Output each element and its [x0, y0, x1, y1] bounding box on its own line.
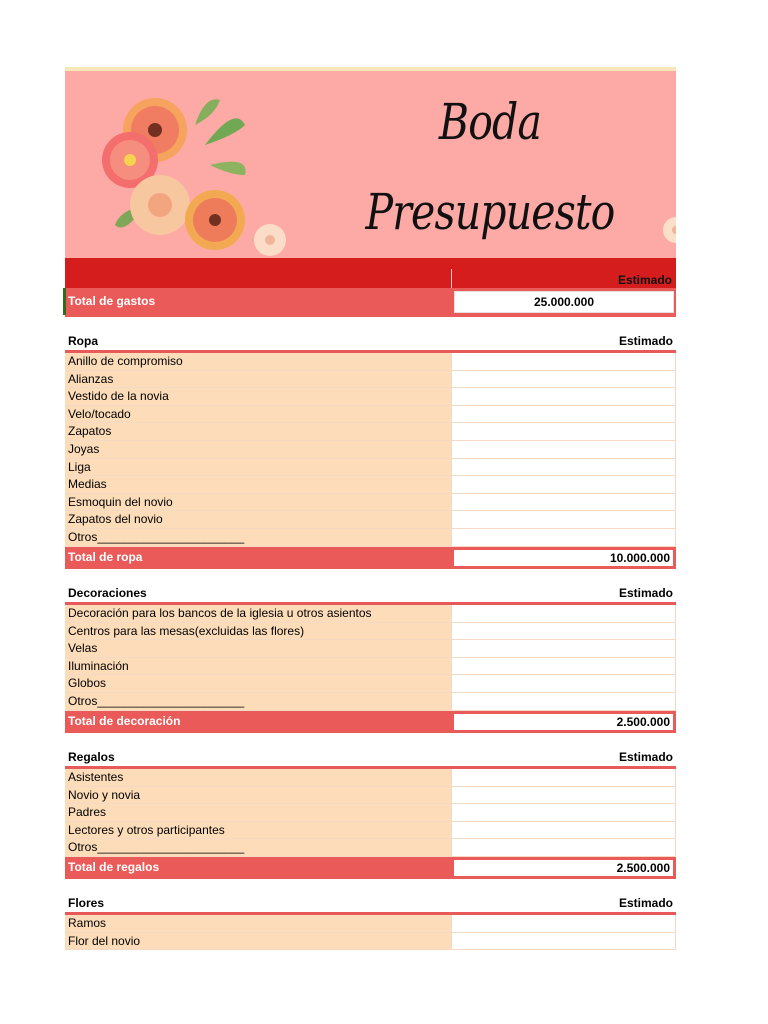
item-estimate-cell[interactable] [451, 529, 676, 546]
item-label: Otros______________________ [65, 529, 451, 546]
item-estimate-cell[interactable] [451, 675, 676, 692]
budget-row [65, 494, 676, 512]
budget-row [65, 353, 676, 371]
budget-row [65, 623, 676, 641]
item-estimate-cell[interactable] [451, 640, 676, 657]
item-label: Anillo de compromiso [65, 353, 451, 370]
item-estimate-cell[interactable] [451, 787, 676, 804]
item-label: Centros para las mesas(excluidas las flores) [65, 623, 451, 640]
item-label: Novio y novia [65, 787, 451, 804]
item-estimate-cell[interactable] [451, 915, 676, 932]
section-total-label: Total de decoración [68, 713, 181, 728]
budget-row [65, 915, 676, 933]
item-estimate-cell[interactable] [451, 353, 676, 370]
section-total-value[interactable]: 2.500.000 [454, 714, 673, 730]
item-estimate-cell[interactable] [451, 822, 676, 839]
budget-row [65, 675, 676, 693]
section-total-value[interactable]: 2.500.000 [454, 860, 673, 876]
section-header [65, 586, 676, 605]
section-decoraciones [65, 586, 676, 733]
item-label: Iluminación [65, 658, 451, 675]
item-label: Padres [65, 804, 451, 821]
item-label: Zapatos [65, 423, 451, 440]
row-marker [63, 288, 66, 315]
item-estimate-cell[interactable] [451, 605, 676, 622]
item-estimate-cell[interactable] [451, 371, 676, 388]
section-column-estimado: Estimado [618, 586, 673, 600]
budget-row [65, 529, 676, 547]
budget-row [65, 423, 676, 441]
section-title: Regalos [68, 750, 115, 764]
section-column-estimado: Estimado [618, 334, 673, 348]
budget-row [65, 640, 676, 658]
item-label: Globos [65, 675, 451, 692]
item-label: Asistentes [65, 769, 451, 786]
item-label: Velas [65, 640, 451, 657]
budget-row [65, 441, 676, 459]
item-estimate-cell[interactable] [451, 804, 676, 821]
budget-row [65, 459, 676, 477]
item-label: Otros______________________ [65, 693, 451, 710]
section-column-estimado: Estimado [618, 896, 673, 910]
item-label: Velo/tocado [65, 406, 451, 423]
budget-row [65, 388, 676, 406]
budget-row [65, 787, 676, 805]
item-label: Zapatos del novio [65, 511, 451, 528]
column-divider [451, 269, 452, 288]
section-total-row [65, 857, 676, 879]
item-label: Esmoquin del novio [65, 494, 451, 511]
budget-row [65, 839, 676, 857]
section-total-row [65, 547, 676, 569]
header-banner [65, 67, 676, 258]
item-label: Ramos [65, 915, 451, 932]
budget-row [65, 933, 676, 951]
budget-row [65, 511, 676, 529]
section-column-estimado: Estimado [618, 750, 673, 764]
title-boda: Boda [438, 93, 542, 151]
item-estimate-cell[interactable] [451, 441, 676, 458]
item-label: Joyas [65, 441, 451, 458]
budget-row [65, 476, 676, 494]
item-label: Liga [65, 459, 451, 476]
section-title: Decoraciones [68, 586, 147, 600]
item-estimate-cell[interactable] [451, 459, 676, 476]
budget-sheet [65, 67, 676, 317]
item-label: Alianzas [65, 371, 451, 388]
flower-icon [658, 215, 676, 245]
item-estimate-cell[interactable] [451, 623, 676, 640]
item-estimate-cell[interactable] [451, 693, 676, 710]
section-header [65, 750, 676, 769]
item-label: Lectores y otros participantes [65, 822, 451, 839]
budget-row [65, 693, 676, 711]
flower-bouquet-icon [85, 85, 315, 265]
item-estimate-cell[interactable] [451, 658, 676, 675]
item-label: Otros______________________ [65, 839, 451, 856]
title-presupuesto: Presupuesto [365, 183, 615, 241]
section-title: Flores [68, 896, 105, 910]
item-label: Decoración para los bancos de la iglesia u otros asientos [65, 605, 451, 622]
grand-total-value[interactable]: 25.000.000 [454, 291, 674, 313]
section-flores [65, 896, 676, 950]
budget-row [65, 371, 676, 389]
item-estimate-cell[interactable] [451, 933, 676, 950]
grand-total-row [65, 288, 676, 317]
item-estimate-cell[interactable] [451, 388, 676, 405]
item-estimate-cell[interactable] [451, 494, 676, 511]
grand-total-label: Total de gastos [68, 294, 156, 308]
item-label: Flor del novio [65, 933, 451, 950]
item-label: Vestido de la novia [65, 388, 451, 405]
budget-row [65, 769, 676, 787]
item-estimate-cell[interactable] [451, 476, 676, 493]
item-estimate-cell[interactable] [451, 423, 676, 440]
section-header [65, 896, 676, 915]
column-header-estimado: Estimado [617, 273, 672, 287]
section-total-row [65, 711, 676, 733]
section-total-value[interactable]: 10.000.000 [454, 550, 673, 566]
budget-row [65, 605, 676, 623]
section-ropa [65, 334, 676, 569]
item-estimate-cell[interactable] [451, 769, 676, 786]
section-title: Ropa [68, 334, 98, 348]
section-header [65, 334, 676, 353]
section-total-label: Total de regalos [68, 859, 160, 874]
item-label: Medias [65, 476, 451, 493]
header-column-band [65, 258, 676, 288]
budget-row [65, 822, 676, 840]
section-regalos [65, 750, 676, 879]
budget-row [65, 406, 676, 424]
section-total-label: Total de ropa [68, 549, 143, 564]
budget-row [65, 804, 676, 822]
budget-row [65, 658, 676, 676]
item-estimate-cell[interactable] [451, 406, 676, 423]
item-estimate-cell[interactable] [451, 839, 676, 856]
item-estimate-cell[interactable] [451, 511, 676, 528]
